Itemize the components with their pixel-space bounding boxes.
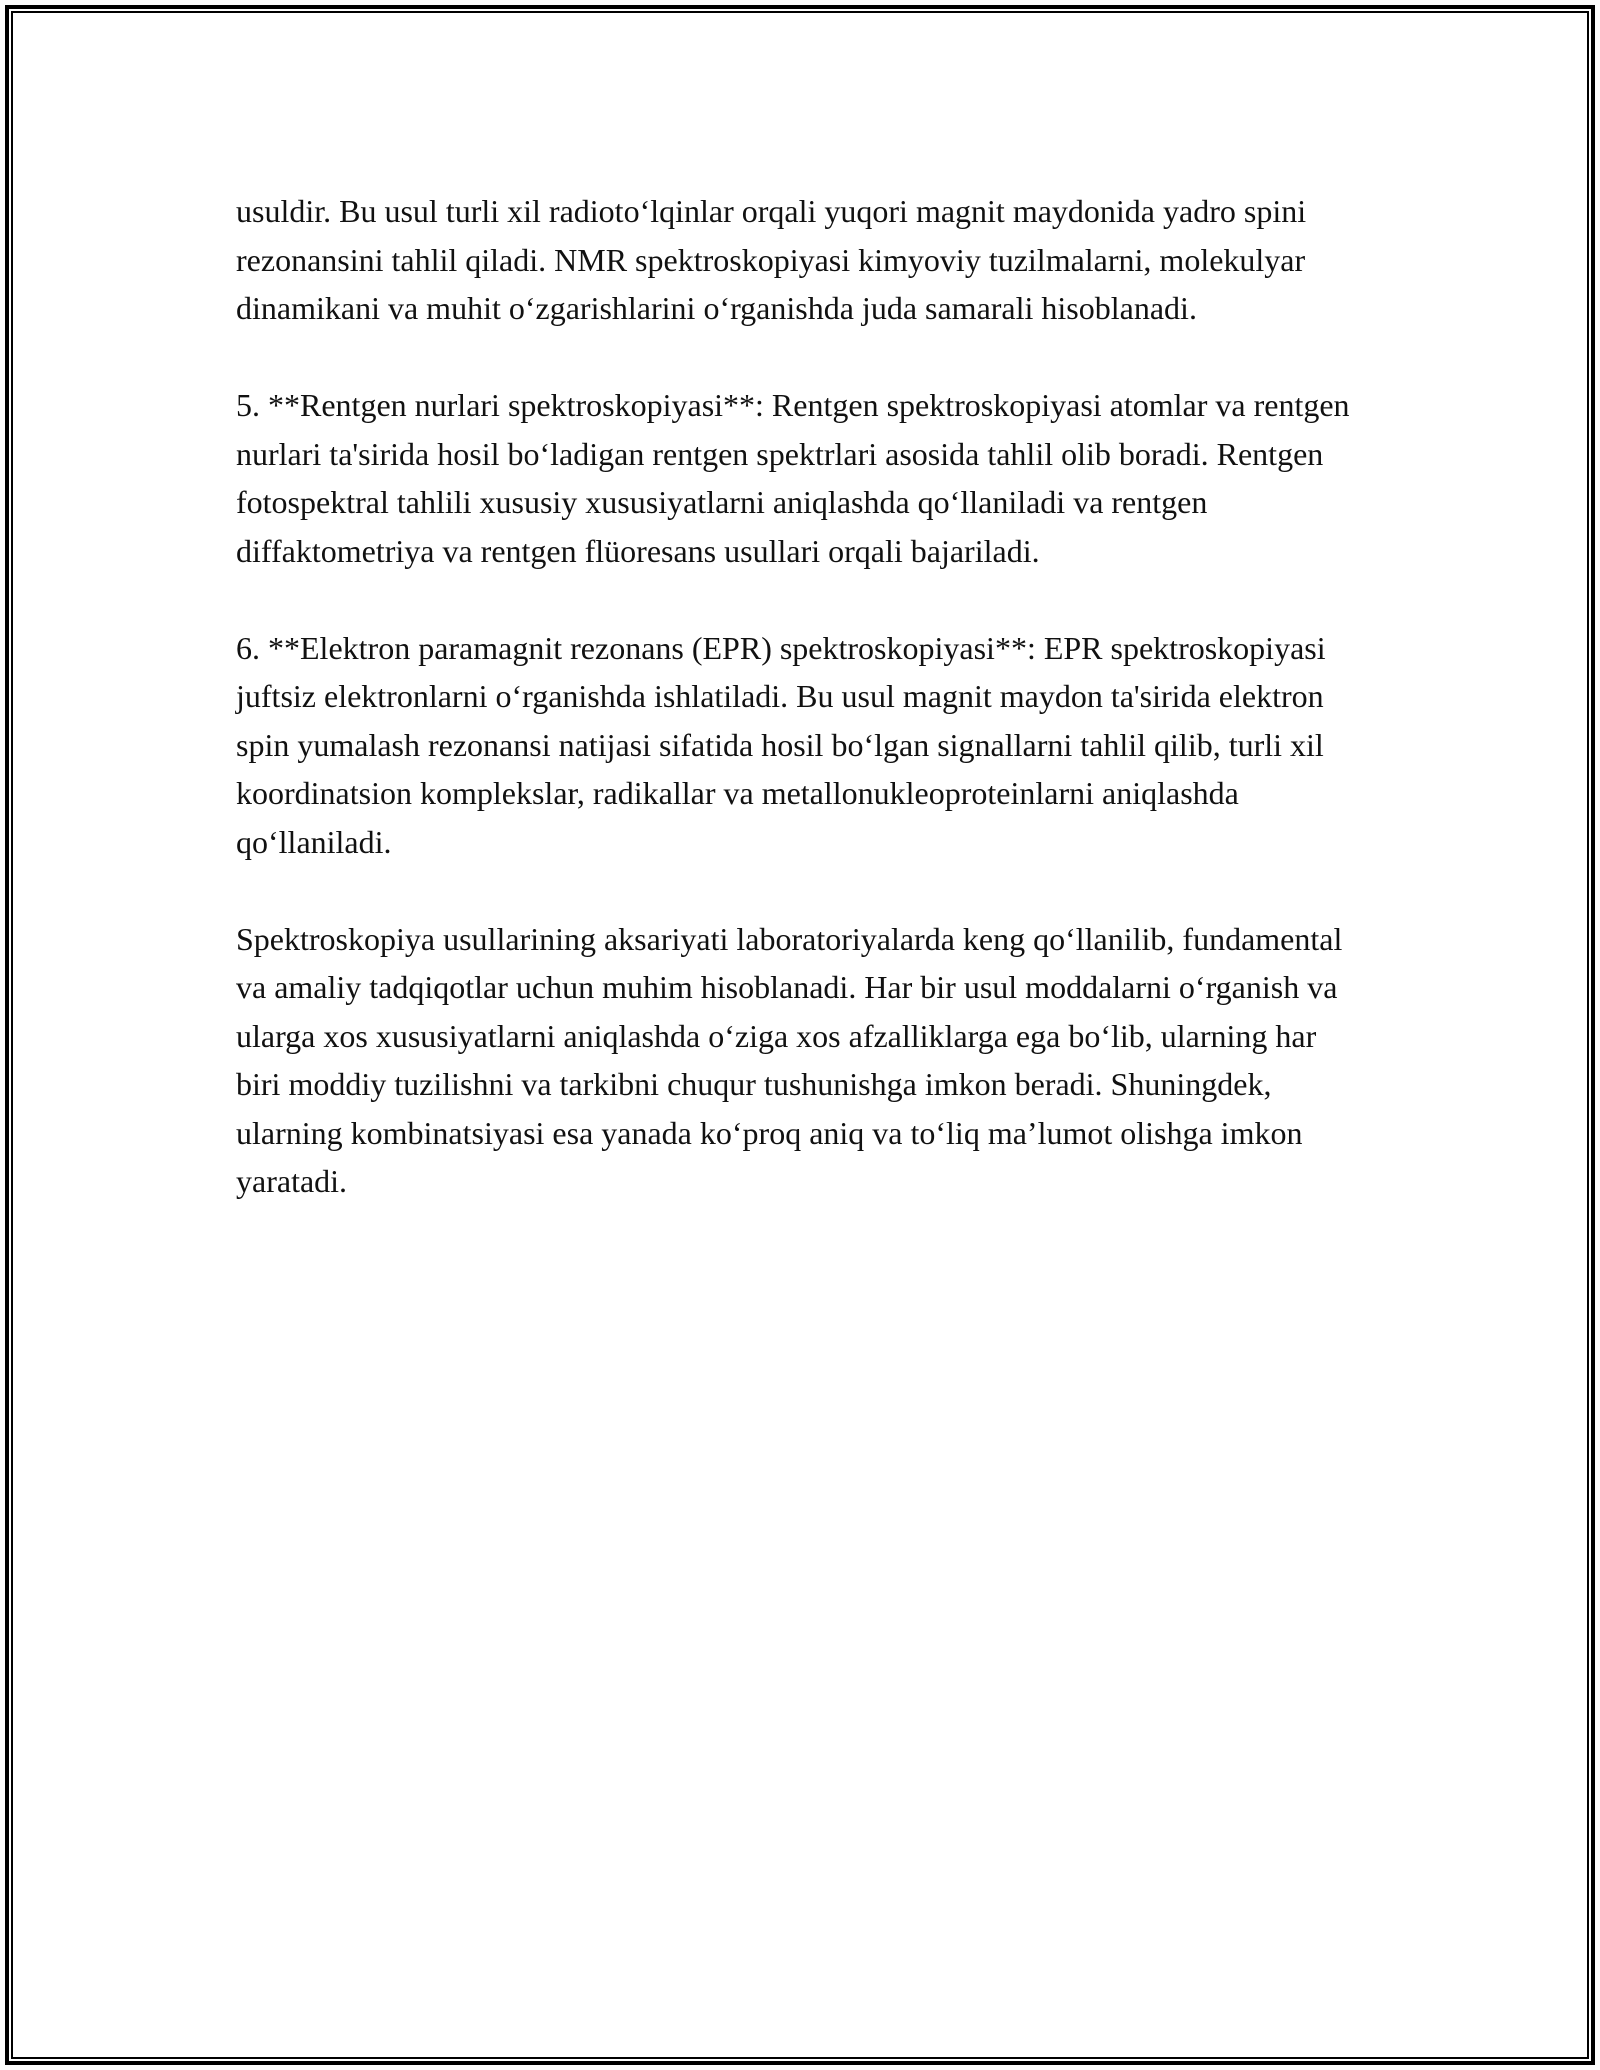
paragraph-xray-spectroscopy: 5. **Rentgen nurlari spektroskopiyasi**: Rentgen spektroskopiyasi atomlar va rentgen nurlari ta'sirida hosil bo‘ladigan rentgen spektrlari asosida tahlil olib boradi. Rentgen fotospektral tahlili xususiy xususiyatlarni aniqlashda qo‘llaniladi va rentgen diffaktometriya va rentgen flüoresans usullari orqali bajariladi. [236,387,1350,569]
paragraph-conclusion: Spektroskopiya usullarining aksariyati laboratoriyalarda keng qo‘llanilib, fundamental va amaliy tadqiqotlar uchun muhim hisoblanadi. Har bir usul moddalarni o‘rganish va ularga xos xususiyatlarni aniqlashda o‘ziga xos afzalliklarga ega bo‘lib, ularning har biri moddiy tuzilishni va tarkibni chuqur tushunishga imkon beradi. Shuningdek, ularning kombinatsiyasi esa yanada ko‘proq aniq va to‘liq ma’lumot olishga imkon yaratadi. [236,920,1343,1199]
document-body [236,187,1366,1206]
paragraph-nmr-continuation: usuldir. Bu usul turli xil radioto‘lqinlar orqali yuqori magnit maydonida yadro spini rezonansini tahlil qiladi. NMR spektroskopiyasi kimyoviy tuzilmalarni, molekulyar dinamikani va muhit o‘zgarishlarini o‘rganishda juda samarali hisoblanadi. [236,193,1307,326]
paragraph-epr-spectroscopy: 6. **Elektron paramagnit rezonans (EPR) spektroskopiyasi**: EPR spektroskopiyasi juftsiz elektronlarni o‘rganishda ishlatiladi. Bu usul magnit maydon ta'sirida elektron spin yumalash rezonansi natijasi sifatida hosil bo‘lgan signallarni tahlil qilib, turli xil koordinatsion komplekslar, radikallar va metallonukleoproteinlarni aniqlashda qo‘llaniladi. [236,629,1326,860]
